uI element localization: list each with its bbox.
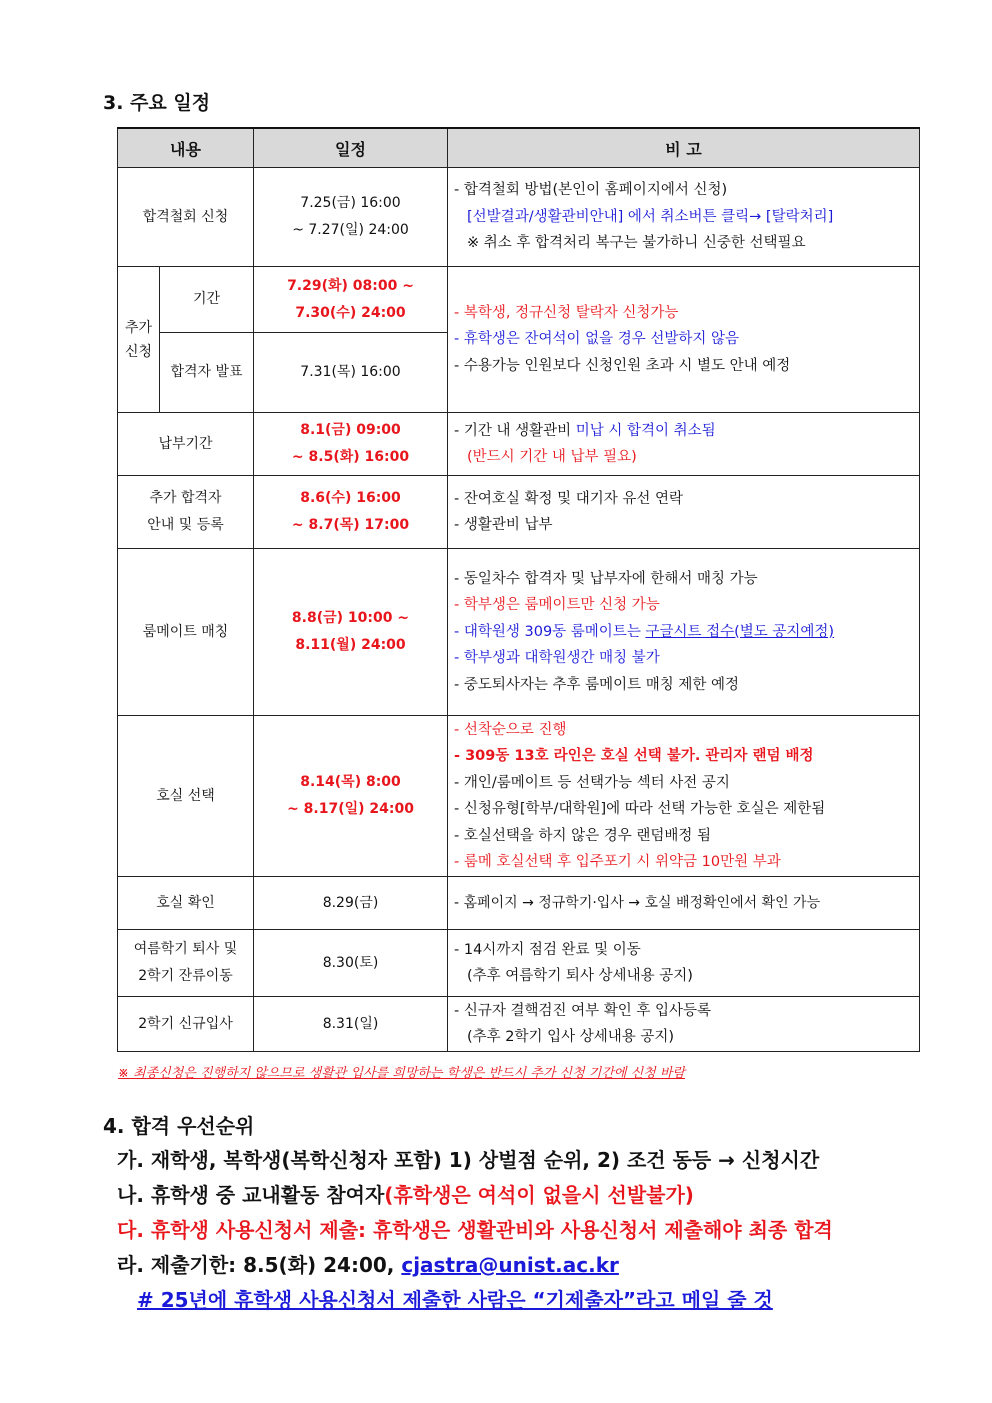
- row-remarks: [448, 168, 920, 267]
- date-end: ~ 8.17(일) 24:00: [287, 801, 414, 817]
- priority-da-prefix: 다.: [117, 1218, 151, 1242]
- remark-line: (추후 2학기 입사 상세내용 공지): [467, 1029, 675, 1045]
- row-date: [254, 549, 448, 716]
- remark-text: - 기간 내 생활관비: [454, 422, 576, 439]
- section-3-title: 3. 주요 일정: [103, 92, 211, 114]
- priority-ra-text: 라. 제출기한: 8.5(화) 24:00,: [117, 1253, 402, 1277]
- header-remarks: 비 고: [448, 128, 920, 168]
- label-line: 2학기 잔류이동: [138, 968, 233, 984]
- remark-line: - 합격철회 방법(본인이 홈페이지에서 신청): [454, 182, 728, 199]
- date-end: ~ 8.7(목) 17:00: [291, 517, 410, 533]
- row-date: 8.31(일): [254, 997, 448, 1052]
- footnote: ※ 최종신청은 진행하지 않으므로 생활관 입사를 희망하는 학생은 반드시 추가 신청 기간에 신청 바람: [118, 1066, 685, 1081]
- remark-line: - 휴학생은 잔여석이 없을 경우 선발하지 않음: [454, 331, 740, 348]
- remark-line: - 14시까지 점검 완료 및 이동: [454, 941, 641, 958]
- row-remarks: [448, 930, 920, 997]
- table-row: [118, 267, 920, 333]
- table-row: [118, 716, 920, 877]
- remark-line: - 잔여호실 확정 및 대기자 유선 연락: [454, 490, 683, 507]
- remark-line: - 신규자 결핵검진 여부 확인 후 입사등록: [454, 1002, 712, 1019]
- row-label: 2학기 신규입사: [118, 997, 254, 1052]
- row-remarks: [448, 716, 920, 877]
- row-label: [118, 930, 254, 997]
- table-row: [118, 549, 920, 716]
- remark-line: ※ 취소 후 합격처리 복구는 불가하니 신중한 선택필요: [467, 235, 806, 252]
- row-remarks: - 홈페이지 → 정규학기·입사 → 호실 배정확인에서 확인 가능: [448, 877, 920, 930]
- remark-line: - 룸메 호실선택 후 입주포기 시 위약금 10만원 부과: [454, 854, 781, 870]
- row-label: 합격철회 신청: [118, 168, 254, 267]
- schedule-table: [117, 127, 920, 1052]
- remark-line: - 동일차수 합격자 및 납부자에 한해서 매칭 가능: [454, 570, 758, 587]
- table-row: [118, 476, 920, 549]
- header-content: 내용: [118, 128, 254, 168]
- remark-text: - 대학원생 309동 룸메이트는: [454, 623, 646, 640]
- section-4-title: 4. 합격 우선순위: [103, 1114, 255, 1138]
- remark-line: - 수용가능 인원보다 신청인원 초과 시 별도 안내 예정: [454, 357, 791, 374]
- row-label: 호실 확인: [118, 877, 254, 930]
- date-end: 7.30(수) 24:00: [295, 304, 406, 321]
- priority-na: [117, 1179, 694, 1208]
- remark-line: - 생활관비 납부: [454, 517, 553, 533]
- row-label: 룸메이트 매칭: [118, 549, 254, 716]
- date-end: 8.11(월) 24:00: [295, 637, 406, 653]
- remark-line: - 호실선택을 하지 않은 경우 랜덤배정 됨: [454, 827, 712, 844]
- row-label: 기간: [160, 267, 254, 333]
- row-remarks: [448, 549, 920, 716]
- label-line: 안내 및 등록: [147, 517, 224, 533]
- remark-line: (추후 여름학기 퇴사 상세내용 공지): [467, 968, 693, 984]
- remark-line: [454, 418, 915, 445]
- priority-na-text: 나. 휴학생 중 교내활동 참여자: [117, 1183, 385, 1207]
- date-end: ~ 8.5(화) 16:00: [291, 449, 410, 465]
- remark-highlight: 미납 시 합격이 취소됨: [575, 422, 716, 439]
- date-start: 7.29(화) 08:00 ~: [287, 277, 414, 294]
- group-label-extra: 추가 신청: [118, 267, 160, 413]
- google-sheet-note: 구글시트 접수(별도 공지예정): [645, 623, 835, 640]
- date-start: 8.6(수) 16:00: [300, 490, 401, 506]
- row-date: 8.30(토): [254, 930, 448, 997]
- row-remarks: [448, 413, 920, 476]
- priority-da: [117, 1214, 833, 1243]
- remark-line: - 중도퇴사자는 추후 룸메이트 매칭 제한 예정: [454, 676, 740, 693]
- date-end: ~ 7.27(일) 24:00: [292, 222, 409, 238]
- priority-ga: 가. 재학생, 복학생(복학신청자 포함) 1) 상벌점 순위, 2) 조건 동등 → 신청시간: [117, 1148, 820, 1172]
- date-start: 7.25(금) 16:00: [300, 195, 401, 211]
- table-header-row: [118, 128, 920, 168]
- row-date: [254, 476, 448, 549]
- label-line: 여름학기 퇴사 및: [133, 941, 238, 957]
- row-date: [254, 267, 448, 333]
- priority-na-note: (휴학생은 여석이 없을시 선발불가): [384, 1183, 694, 1207]
- remark-line: - 학부생과 대학원생간 매칭 불가: [454, 650, 660, 667]
- row-remarks: [448, 476, 920, 549]
- hash-note: # 25년에 휴학생 사용신청서 제출한 사람은 “기제출자”라고 메일 줄 것: [137, 1288, 773, 1312]
- remark-line: [454, 619, 915, 646]
- remark-line: - 선착순으로 진행: [454, 721, 567, 738]
- date-start: 8.14(목) 8:00: [300, 774, 401, 790]
- table-row: [118, 930, 920, 997]
- remark-line: - 개인/룸메이트 등 선택가능 섹터 사전 공지: [454, 774, 730, 791]
- table-row: [118, 997, 920, 1052]
- row-remarks: [448, 997, 920, 1052]
- remark-line: - 복학생, 정규신청 탈락자 신청가능: [454, 304, 679, 321]
- row-label: 호실 선택: [118, 716, 254, 877]
- table-row: [118, 877, 920, 930]
- remark-line: (반드시 기간 내 납부 필요): [467, 449, 637, 465]
- header-schedule: 일정: [254, 128, 448, 168]
- row-date: [254, 413, 448, 476]
- priority-ra: [117, 1249, 619, 1278]
- row-date: [254, 716, 448, 877]
- remark-line: [선발결과/생활관비안내] 에서 취소버튼 클릭→ [탈락처리]: [467, 208, 834, 225]
- row-label: 납부기간: [118, 413, 254, 476]
- remark-line: - 309동 13호 라인은 호실 선택 불가. 관리자 랜덤 배정: [454, 748, 814, 764]
- label-line: 추가 합격자: [149, 490, 222, 506]
- row-label: [118, 476, 254, 549]
- date-start: 8.1(금) 09:00: [300, 422, 401, 438]
- row-label: 합격자 발표: [160, 333, 254, 413]
- row-date: 7.31(목) 16:00: [254, 333, 448, 413]
- remark-line: - 신청유형[학부/대학원]에 따라 선택 가능한 호실은 제한됨: [454, 801, 826, 817]
- date-start: 8.8(금) 10:00 ~: [291, 610, 410, 626]
- row-date: 8.29(금): [254, 877, 448, 930]
- remark-line: - 학부생은 룸메이트만 신청 가능: [454, 597, 660, 614]
- row-remarks: [448, 267, 920, 413]
- table-row: [118, 168, 920, 267]
- table-row: [118, 413, 920, 476]
- priority-da-text: 휴학생 사용신청서 제출: 휴학생은 생활관비와 사용신청서 제출해야 최종 합격: [150, 1218, 833, 1242]
- row-date: [254, 168, 448, 267]
- email-link[interactable]: cjastra@unist.ac.kr: [401, 1253, 619, 1277]
